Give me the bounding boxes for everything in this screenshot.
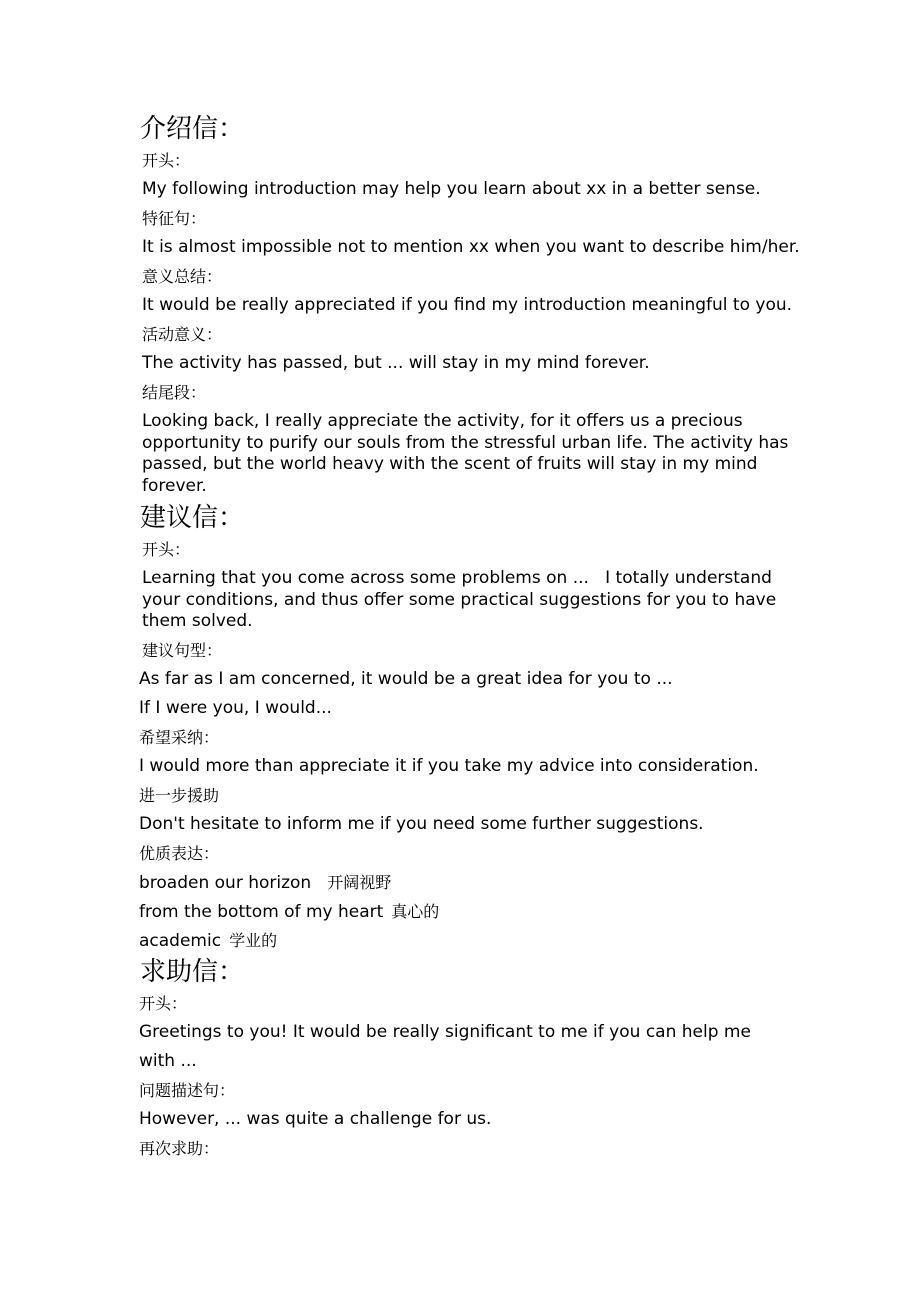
paragraph-closing: Looking back, I really appreciate the activity, for it offers us a precious opportunity to purify our souls from the stressful urban life. The activity has passed, but the world heavy with the scent of fruits will stay in my mind forever. bbox=[142, 411, 789, 497]
label-opening: 开头： bbox=[142, 151, 191, 170]
section-title-advice-letter: 建议信： bbox=[140, 502, 245, 533]
phrase-english: academic bbox=[139, 930, 222, 951]
phrase-chinese: 学业的 bbox=[229, 930, 278, 950]
phrase-english: broaden our horizon bbox=[139, 872, 312, 893]
label-ask-again: 再次求助： bbox=[139, 1138, 220, 1158]
sentence-hope-adopted: I would more than appreciate it if you take my advice into consideration. bbox=[139, 755, 759, 776]
sentence-activity: The activity has passed, but ... will stay in my mind forever. bbox=[142, 353, 650, 373]
sentence-suggestion-1: As far as I am concerned, it would be a great idea for you to ... bbox=[139, 668, 673, 689]
label-closing-paragraph: 结尾段： bbox=[142, 383, 207, 402]
sentence-opening: My following introduction may help you learn about xx in a better sense. bbox=[142, 179, 761, 199]
section-title-introduction-letter: 介绍信： bbox=[140, 114, 245, 144]
label-hope-adopted: 希望采纳： bbox=[139, 727, 220, 747]
document-content bbox=[139, 112, 800, 1163]
label-problem-description: 问题描述句： bbox=[139, 1080, 236, 1100]
paragraph-opening: Learning that you come across some problems on ... I totally understand your conditions, and thus offer some practical suggestions for you to have them solved. bbox=[142, 567, 782, 632]
label-quality-expressions: 优质表达： bbox=[139, 843, 220, 863]
phrase-chinese: 真心的 bbox=[391, 901, 440, 921]
phrase-chinese: 开阔视野 bbox=[327, 872, 392, 892]
paragraph-greeting: Greetings to you! It would be really significant to me if you can help me with ... bbox=[139, 1021, 751, 1071]
label-feature-sentence: 特征句： bbox=[142, 209, 207, 228]
sentence-further-help: Don't hesitate to inform me if you need some further suggestions. bbox=[139, 813, 704, 834]
label-significance-summary: 意义总结： bbox=[142, 267, 223, 286]
sentence-problem: However, ... was quite a challenge for us. bbox=[139, 1108, 492, 1129]
label-opening: 开头： bbox=[142, 539, 191, 559]
sentence-feature: It is almost impossible not to mention xx when you want to describe him/her. bbox=[142, 237, 800, 257]
label-suggestion-patterns: 建议句型： bbox=[142, 640, 223, 660]
label-opening: 开头： bbox=[139, 993, 188, 1013]
sentence-suggestion-2: If I were you, I would... bbox=[139, 697, 332, 718]
phrase-item bbox=[139, 897, 789, 926]
label-activity-significance: 活动意义： bbox=[142, 325, 223, 344]
section-title-help-letter: 求助信： bbox=[140, 956, 245, 987]
phrase-item bbox=[139, 926, 789, 955]
sentence-significance: It would be really appreciated if you find my introduction meaningful to you. bbox=[142, 295, 793, 315]
phrase-english: from the bottom of my heart bbox=[139, 901, 384, 922]
phrase-item bbox=[139, 868, 789, 897]
label-further-help: 进一步援助 bbox=[139, 785, 220, 805]
